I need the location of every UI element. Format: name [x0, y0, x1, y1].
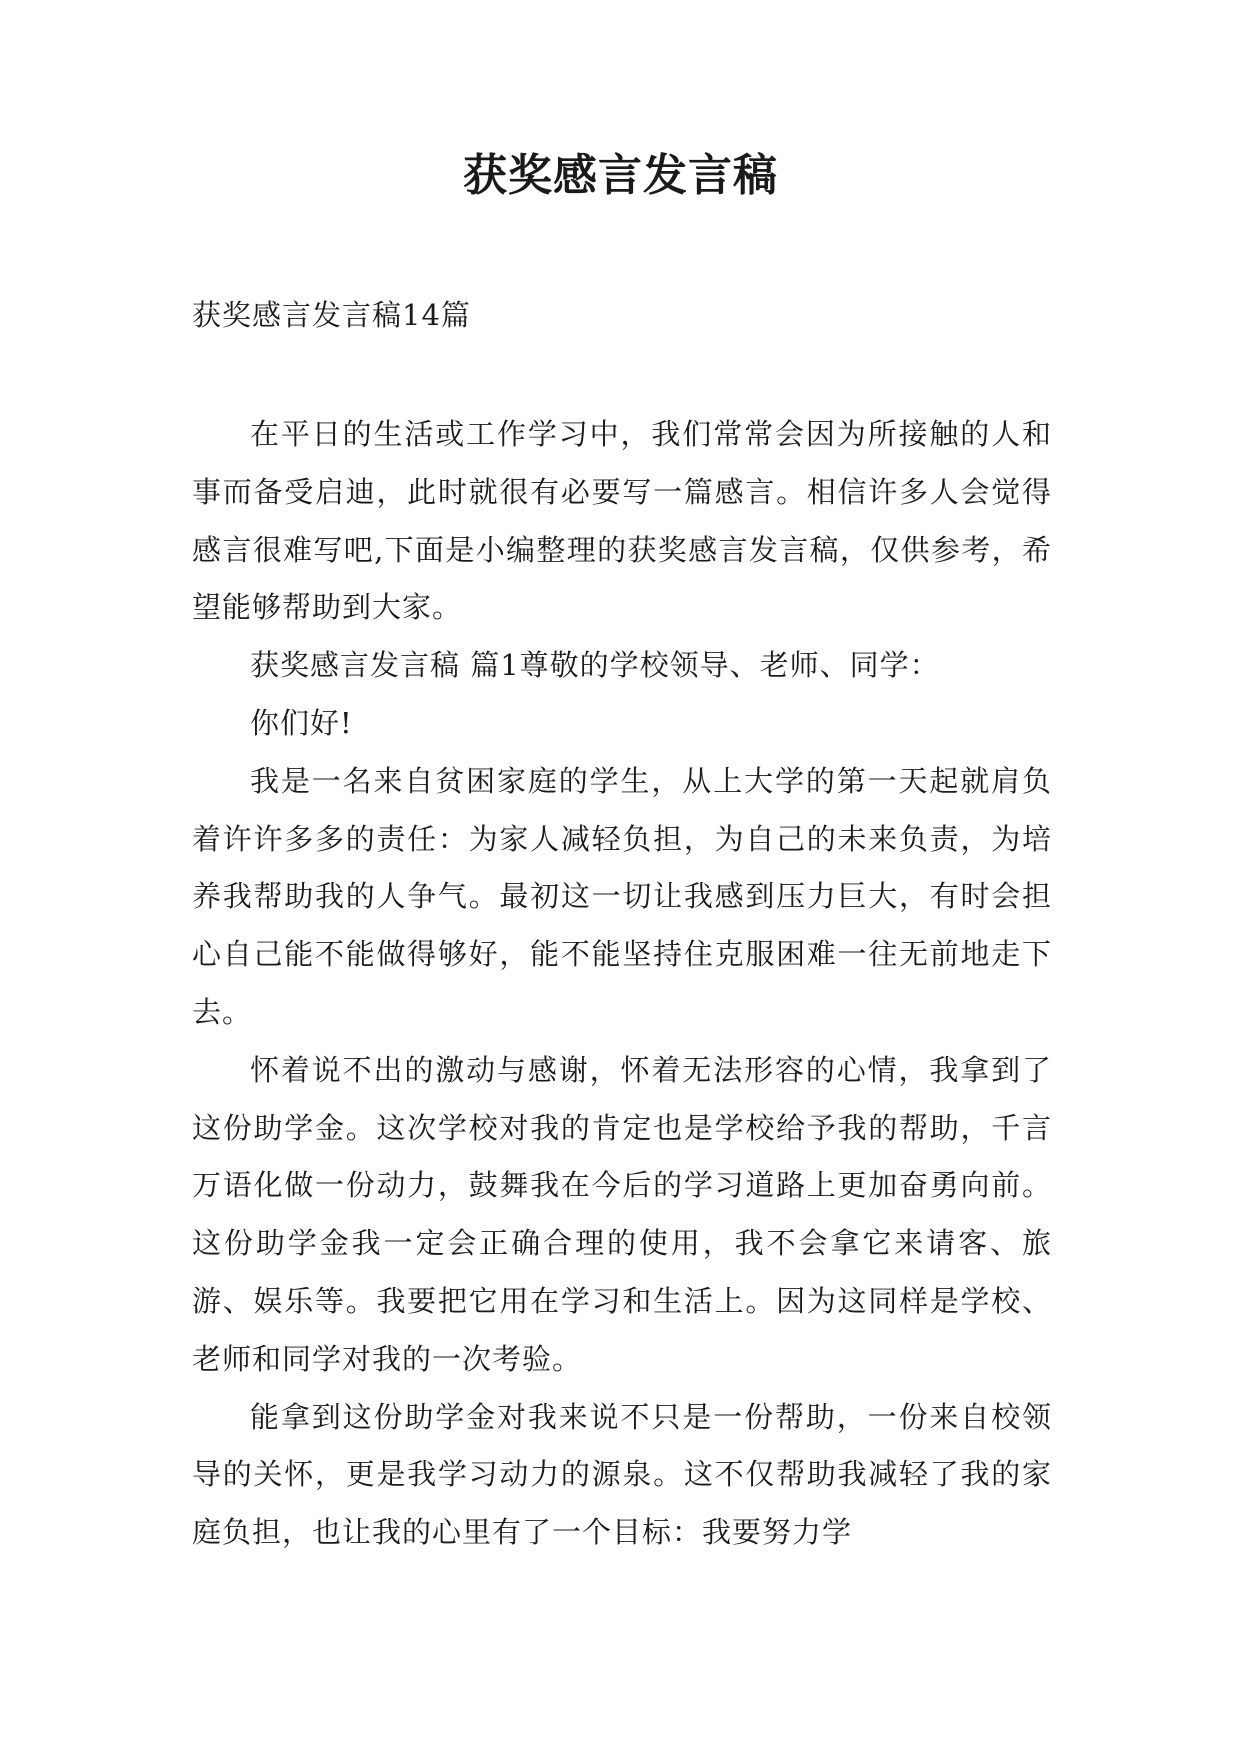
document-body [192, 406, 1052, 1562]
document-subtitle: 获奖感言发言稿14篇 [192, 298, 471, 332]
paragraph: 获奖感言发言稿 篇1尊敬的学校领导、老师、同学： [250, 648, 940, 683]
paragraph: 怀着说不出的激动与感谢，怀着无法形容的心情，我拿到了这份助学金。这次学校对我的肯定也是学校给予我的帮助，千言万语化做一份动力，鼓舞我在今后的学习道路上更加奋勇向前。 这份助学金我一定会正确合理的使用，我不会拿它来请客、旅游、娱乐等。我要把它用在学习和生活上。因为这同样是学校、老师和同学对我的一次考验。 [192, 1052, 1052, 1376]
paragraph: 在平日的生活或工作学习中，我们常常会因为所接触的人和事而备受启迪，此时就很有必要写一篇感言。相信许多人会觉得感言很难写吧,下面是小编整理的获奖感言发言稿，仅供参考，希望能够帮助到大家。 [192, 417, 1052, 625]
paragraph: 你们好! [250, 705, 353, 740]
paragraph: 能拿到这份助学金对我来说不只是一份帮助，一份来自校领导的关怀，更是我学习动力的源泉。这不仅帮助我减轻了我的家庭负担，也让我的心里有了一个目标：我要努力学 [192, 1399, 1052, 1550]
paragraph: 我是一名来自贫困家庭的学生，从上大学的第一天起就肩负着许许多多的责任：为家人减轻负担，为自己的未来负责，为培养我帮助我的人争气。最初这一切让我感到压力巨大，有时会担心自己能不能做得够好，能不能坚持住克服困难一往无前地走下去。 [192, 763, 1052, 1029]
document-title: 获奖感言发言稿 [463, 150, 778, 201]
